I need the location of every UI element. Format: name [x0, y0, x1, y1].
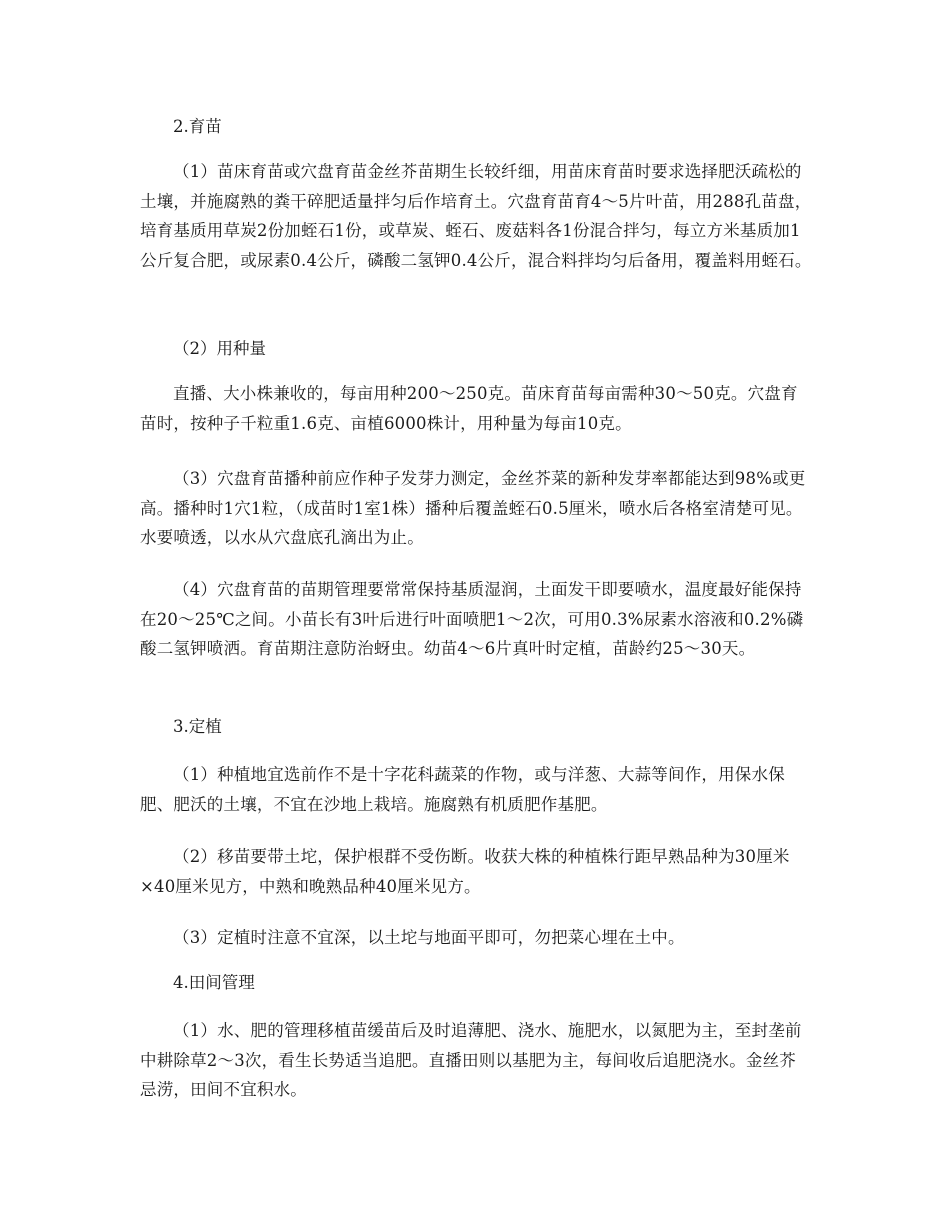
subheading-seed-amount: （2）用种量	[173, 339, 266, 358]
paragraph-seedbed: （1）苗床育苗或穴盘育苗金丝芥苗期生长较纤细，用苗床育苗时要求选择肥沃疏松的土壤，并施腐熟的粪干碎肥适量拌匀后作培育土。穴盘育苗育4～5片叶苗，用288孔苗盘，培育基质用草炭2份加蛭石1份，或草炭、蛭石、废菇料各1份混合拌匀，每立方米基质加1公斤复合肥，或尿素0.4公斤，磷酸二氢钾0.4公斤，混合料拌均匀后备用，覆盖料用蛭石。	[140, 162, 812, 270]
paragraph-seedling-management: （4）穴盘育苗的苗期管理要常常保持基质湿润，土面发干即要喷水，温度最好能保持在20～25℃之间。小苗长有3叶后进行叶面喷肥1～2次，可用0.3%尿素水溶液和0.2%磷酸二氢钾喷洒。育苗期注意防治蚜虫。幼苗4～6片真叶时定植，苗龄约25～30天。	[140, 580, 804, 658]
section-heading-field-management: 4.田间管理	[173, 973, 255, 992]
paragraph-seed-amount: 直播、大小株兼收的，每亩用种200～250克。苗床育苗每亩需种30～50克。穴盘育苗时，按种子千粒重1.6克、亩植6000株计，用种量为每亩10克。	[140, 384, 798, 433]
paragraph-planting-depth: （3）定植时注意不宜深，以土坨与地面平即可，勿把菜心埋在土中。	[173, 928, 685, 947]
section-heading-planting: 3.定植	[173, 717, 222, 736]
paragraph-transplant: （2）移苗要带土坨，保护根群不受伤断。收获大株的种植株行距早熟品种为30厘米×40厘米见方，中熟和晚熟品种40厘米见方。	[140, 847, 790, 896]
paragraph-planting-site: （1）种植地宜选前作不是十字花科蔬菜的作物，或与洋葱、大蒜等间作，用保水保肥、肥沃的土壤，不宜在沙地上栽培。施腐熟有机质肥作基肥。	[140, 765, 785, 814]
section-heading-seedling: 2.育苗	[173, 117, 222, 136]
paragraph-germination: （3）穴盘育苗播种前应作种子发芽力测定，金丝芥菜的新种发芽率都能达到98%或更高。播种时1穴1粒，（成苗时1室1株）播种后覆盖蛭石0.5厘米，喷水后各格室清楚可见。水要喷透，以水从穴盘底孔滴出为止。	[140, 469, 806, 547]
paragraph-water-fertilizer: （1）水、肥的管理移植苗缓苗后及时追薄肥、浇水、施肥水，以氮肥为主，至封垄前中耕除草2～3次，看生长势适当追肥。直播田则以基肥为主，每间收后追肥浇水。金丝芥忌涝，田间不宜积水。	[140, 1021, 802, 1099]
